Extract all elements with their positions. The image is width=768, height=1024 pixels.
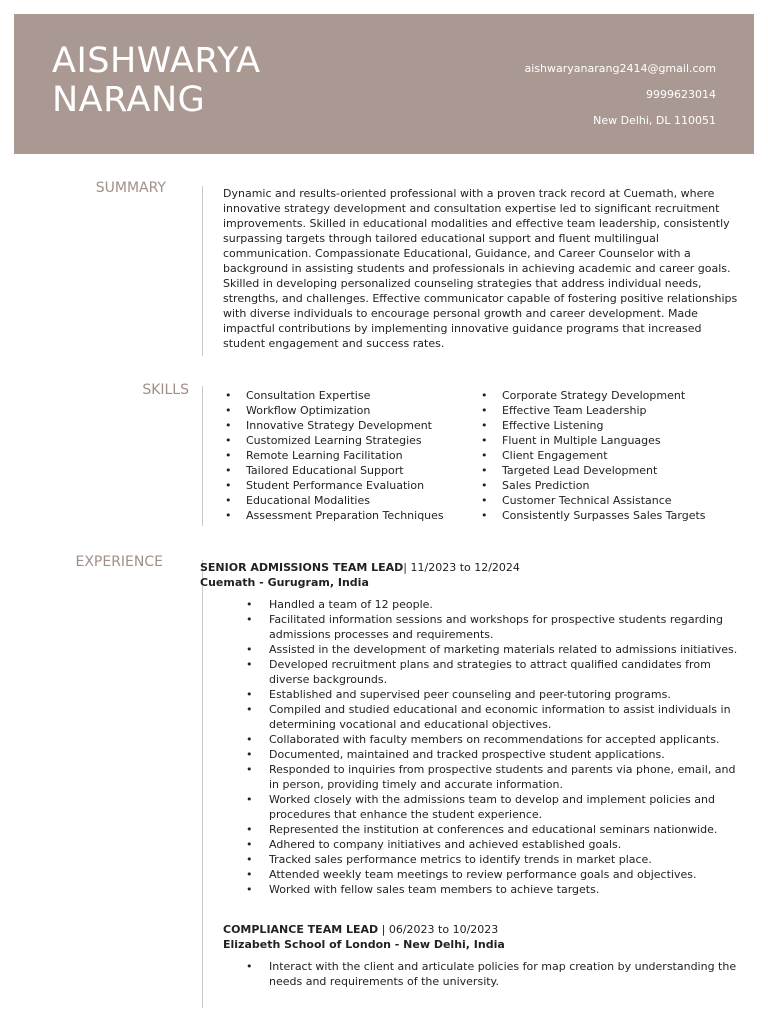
contact-info xyxy=(525,56,716,134)
skill-item: • Remote Learning Facilitation xyxy=(223,448,444,463)
duty-item: • Adhered to company initiatives and achieved established goals. xyxy=(246,837,746,852)
job-company: Elizabeth School of London - New Delhi, India xyxy=(223,938,505,951)
skill-item: • Consistently Surpasses Sales Targets xyxy=(479,508,706,523)
job-dates: | 06/2023 to 10/2023 xyxy=(381,923,499,936)
duty-item: • Responded to inquiries from prospective students and parents via phone, email, and in person, providing timely and accurate information. xyxy=(246,762,746,792)
job-title: COMPLIANCE TEAM LEAD xyxy=(223,923,379,936)
duty-item: • Established and supervised peer counseling and peer-tutoring programs. xyxy=(246,687,746,702)
candidate-name xyxy=(52,42,261,120)
skill-item: • Corporate Strategy Development xyxy=(479,388,706,403)
skill-item: • Assessment Preparation Techniques xyxy=(223,508,444,523)
skill-item: • Client Engagement xyxy=(479,448,706,463)
skills-list-left xyxy=(223,388,444,523)
duty-item: • Interact with the client and articulate policies for map creation by understanding the needs and requirements of the university. xyxy=(246,959,746,989)
skill-item: • Sales Prediction xyxy=(479,478,706,493)
skills-divider xyxy=(202,386,203,526)
duty-item: • Represented the institution at conferences and educational seminars nationwide. xyxy=(246,822,746,837)
skill-item: • Tailored Educational Support xyxy=(223,463,444,478)
duty-item: • Worked closely with the admissions team to develop and implement policies and procedures that enhance the student experience. xyxy=(246,792,746,822)
last-name: NARANG xyxy=(52,80,206,120)
first-name: AISHWARYA xyxy=(52,41,261,81)
skill-item: • Customized Learning Strategies xyxy=(223,433,444,448)
duty-item: • Attended weekly team meetings to review performance goals and objectives. xyxy=(246,867,746,882)
job-dates: | 11/2023 to 12/2024 xyxy=(403,561,520,574)
skills-list-right xyxy=(479,388,706,523)
skill-item: • Customer Technical Assistance xyxy=(479,493,706,508)
skills-heading: SKILLS xyxy=(142,382,189,398)
job-duties xyxy=(246,597,746,897)
duty-item: • Documented, maintained and tracked prospective student applications. xyxy=(246,747,746,762)
duty-item: • Tracked sales performance metrics to identify trends in market place. xyxy=(246,852,746,867)
experience-heading: EXPERIENCE xyxy=(75,554,163,570)
duty-item: • Worked with fellow sales team members to achieve targets. xyxy=(246,882,746,897)
email: aishwaryanarang2414@gmail.com xyxy=(524,62,716,75)
job-header xyxy=(223,922,505,952)
skill-item: • Student Performance Evaluation xyxy=(223,478,444,493)
skill-item: • Innovative Strategy Development xyxy=(223,418,444,433)
experience-divider xyxy=(202,560,203,1008)
phone: 9999623014 xyxy=(646,88,716,101)
job-company: Cuemath - Gurugram, India xyxy=(200,576,369,589)
skill-item: • Targeted Lead Development xyxy=(479,463,706,478)
job-header xyxy=(200,560,520,590)
duty-item: • Collaborated with faculty members on recommendations for accepted applicants. xyxy=(246,732,746,747)
summary-divider xyxy=(202,186,203,356)
duty-item: • Compiled and studied educational and economic information to assist individuals in determining vocational and educational objectives. xyxy=(246,702,746,732)
skill-item: • Effective Listening xyxy=(479,418,706,433)
skill-item: • Effective Team Leadership xyxy=(479,403,706,418)
summary-text: Dynamic and results-oriented professional with a proven track record at Cuemath, where innovative strategy development and consultation expertise led to significant recruitment improvements. Skilled in educational modalities and effective team leadership, consistently surpassing targets through tailored educational support and fluent multilingual communication. Compassionate Educational, Guidance, and Career Counselor with a background in assisting students and professionals in achieving academic and career goals. Skilled in developing personalized counseling strategies that address individual needs, strengths, and challenges. Effective communicator capable of fostering positive relationships with diverse individuals to encourage personal growth and career development. Made impactful contributions by implementing innovative guidance programs that increased student engagement and success rates. xyxy=(223,187,738,350)
skill-item: • Workflow Optimization xyxy=(223,403,444,418)
skill-item: • Educational Modalities xyxy=(223,493,444,508)
duty-item: • Developed recruitment plans and strategies to attract qualified candidates from diverse backgrounds. xyxy=(246,657,746,687)
duty-item: • Handled a team of 12 people. xyxy=(246,597,746,612)
job-duties xyxy=(246,959,746,989)
duty-item: • Assisted in the development of marketing materials related to admissions initiatives. xyxy=(246,642,746,657)
job-title: SENIOR ADMISSIONS TEAM LEAD xyxy=(200,561,404,574)
skill-item: • Consultation Expertise xyxy=(223,388,444,403)
duty-item: • Facilitated information sessions and workshops for prospective students regarding admissions processes and requirements. xyxy=(246,612,746,642)
summary-heading: SUMMARY xyxy=(95,180,166,196)
location: New Delhi, DL 110051 xyxy=(593,114,716,127)
header-banner xyxy=(14,14,754,154)
skill-item: • Fluent in Multiple Languages xyxy=(479,433,706,448)
